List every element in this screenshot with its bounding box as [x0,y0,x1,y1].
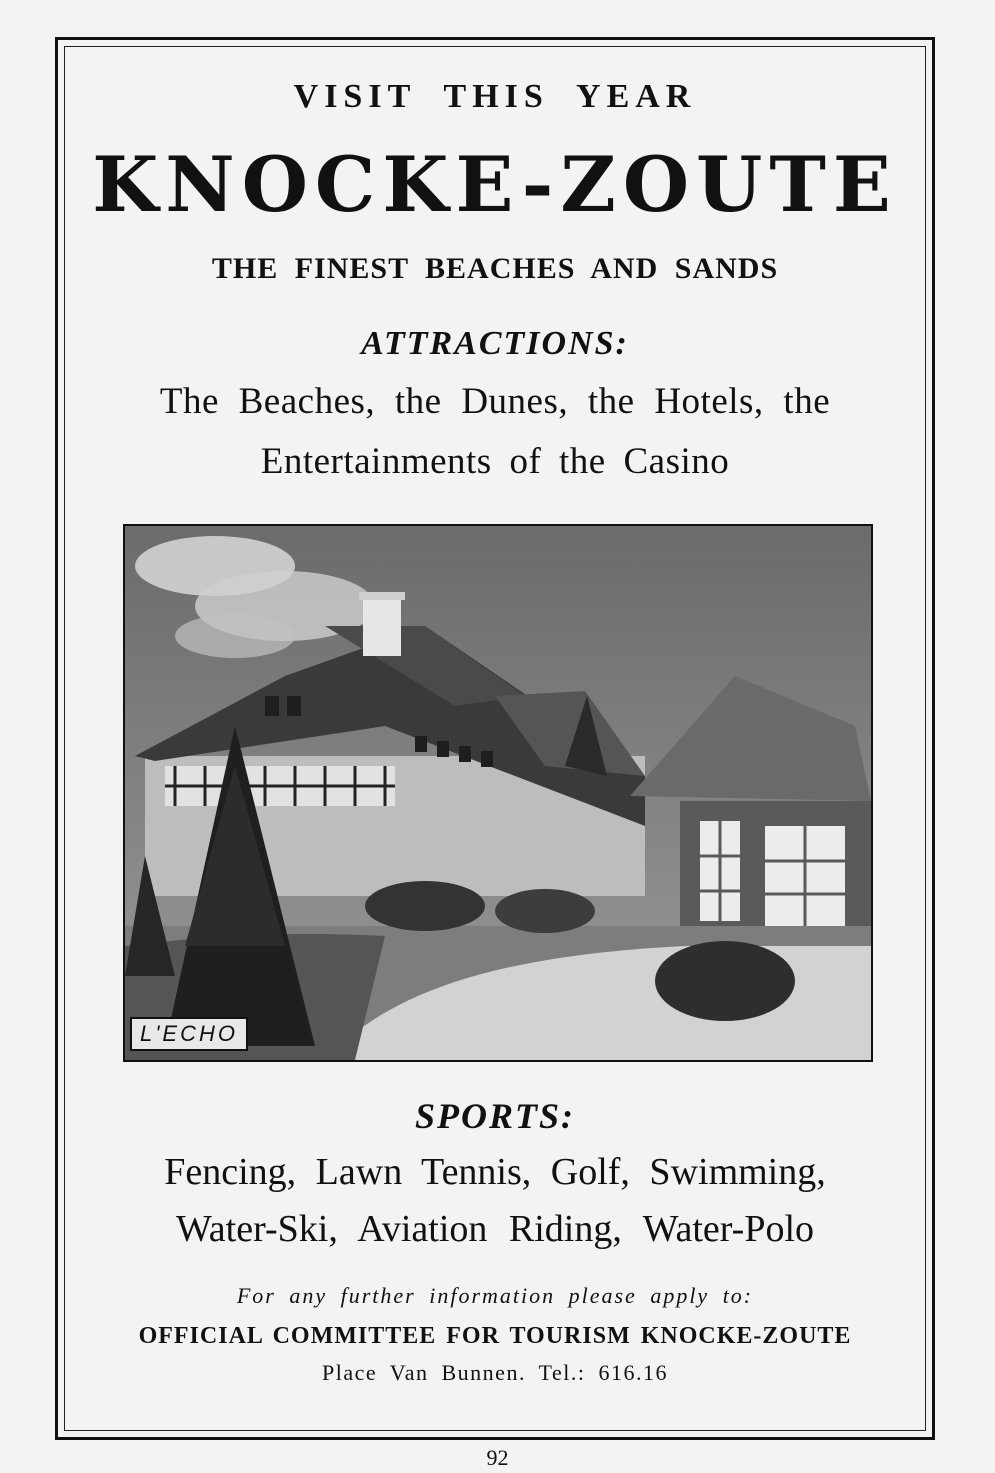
tagline: THE FINEST BEACHES AND SANDS [211,252,779,285]
hotel-photo [123,524,873,1062]
photo-credit: L'ECHO [130,1017,248,1051]
attractions-heading: ATTRACTIONS: [361,325,629,362]
sports-heading: SPORTS: [414,1096,576,1136]
sports-text-line2: Water-Ski, Aviation Riding, Water-Polo [175,1208,815,1250]
headline: VISIT THIS YEAR [293,78,697,115]
ad-title: KNOCKE-ZOUTE [92,140,898,229]
attractions-text-line2: Entertainments of the Casino [260,441,730,482]
page-number: 92 [486,1445,509,1470]
attractions-text-line1: The Beaches, the Dunes, the Hotels, the [159,381,831,422]
info-line: For any further information please apply to: [236,1283,754,1308]
contact-address: Place Van Bunnen. Tel.: 616.16 [322,1360,668,1385]
sports-text-line1: Fencing, Lawn Tennis, Golf, Swimming, [164,1151,826,1193]
committee-name: OFFICIAL COMMITTEE FOR TOURISM KNOCKE-ZOUTE [138,1323,852,1349]
